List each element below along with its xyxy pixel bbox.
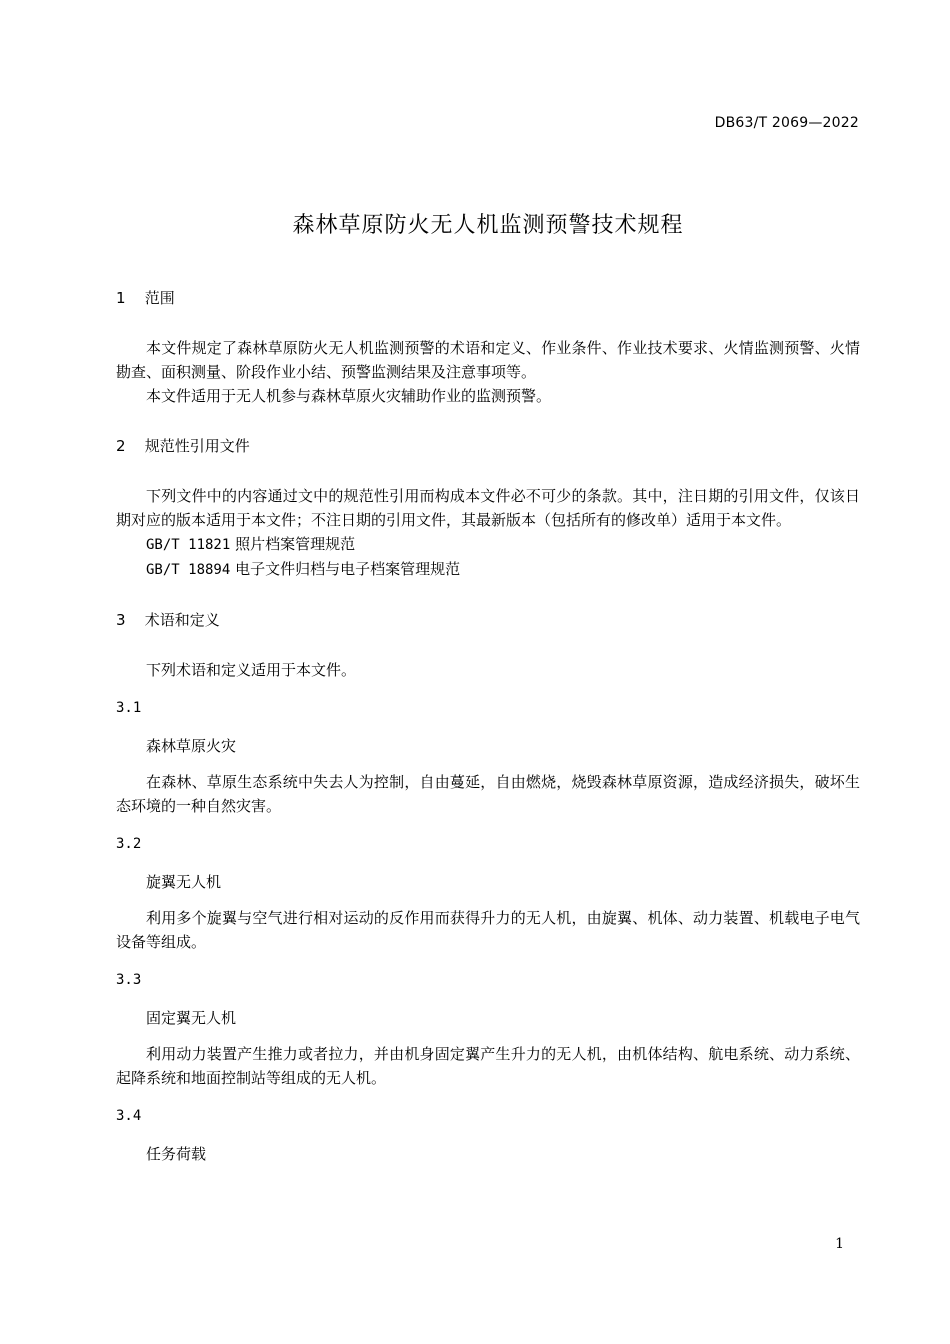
term-number: 3.1 [116,700,142,716]
term-number: 3.4 [116,1108,142,1124]
section-number: 2 [116,437,126,455]
reference-name: 照片档案管理规范 [235,535,356,553]
term-name: 固定翼无人机 [146,1009,237,1027]
normative-refs-paragraph: 下列文件中的内容通过文中的规范性引用而构成本文件必不可少的条款。其中，注日期的引用文件，仅该日期对应的版本适用于本文件；不注日期的引用文件，其最新版本（包括所有的修改单）适用于本文件。 [116,487,860,529]
term-number: 3.2 [116,836,142,852]
section-heading-normative-refs [116,434,860,458]
standard-code: DB63/T 2069—2022 [714,115,859,131]
reference-item [116,557,860,582]
section-title: 范围 [144,289,175,307]
document-body [116,286,860,1166]
reference-code: GB/T 11821 [146,537,231,553]
scope-paragraph: 本文件适用于无人机参与森林草原火灾辅助作业的监测预警。 [146,387,552,405]
reference-name: 电子文件归档与电子档案管理规范 [235,560,461,578]
section-number: 1 [116,289,126,307]
section-heading-scope [116,286,860,310]
section-title: 术语和定义 [144,611,220,629]
term-definition: 在森林、草原生态系统中失去人为控制，自由蔓延，自由燃烧，烧毁森林草原资源，造成经济损失，破坏生态环境的一种自然灾害。 [116,773,860,815]
term-definition: 利用多个旋翼与空气进行相对运动的反作用而获得升力的无人机，由旋翼、机体、动力装置、机载电子电气设备等组成。 [116,909,860,951]
term-number: 3.3 [116,972,142,988]
section-number: 3 [116,611,126,629]
reference-code: GB/T 18894 [146,562,231,578]
page-number: 1 [835,1236,844,1252]
document-title: 森林草原防火无人机监测预警技术规程 [292,213,684,238]
reference-item [116,532,860,557]
section-heading-terms [116,608,860,632]
term-name: 任务荷载 [146,1145,207,1163]
term-name: 旋翼无人机 [146,873,222,891]
section-title: 规范性引用文件 [144,437,250,455]
terms-intro: 下列术语和定义适用于本文件。 [146,661,357,679]
term-definition: 利用动力装置产生推力或者拉力，并由机身固定翼产生升力的无人机，由机体结构、航电系统、动力系统、起降系统和地面控制站等组成的无人机。 [116,1045,860,1087]
scope-paragraph: 本文件规定了森林草原防火无人机监测预警的术语和定义、作业条件、作业技术要求、火情监测预警、火情勘查、面积测量、阶段作业小结、预警监测结果及注意事项等。 [116,339,860,381]
term-name: 森林草原火灾 [146,737,237,755]
